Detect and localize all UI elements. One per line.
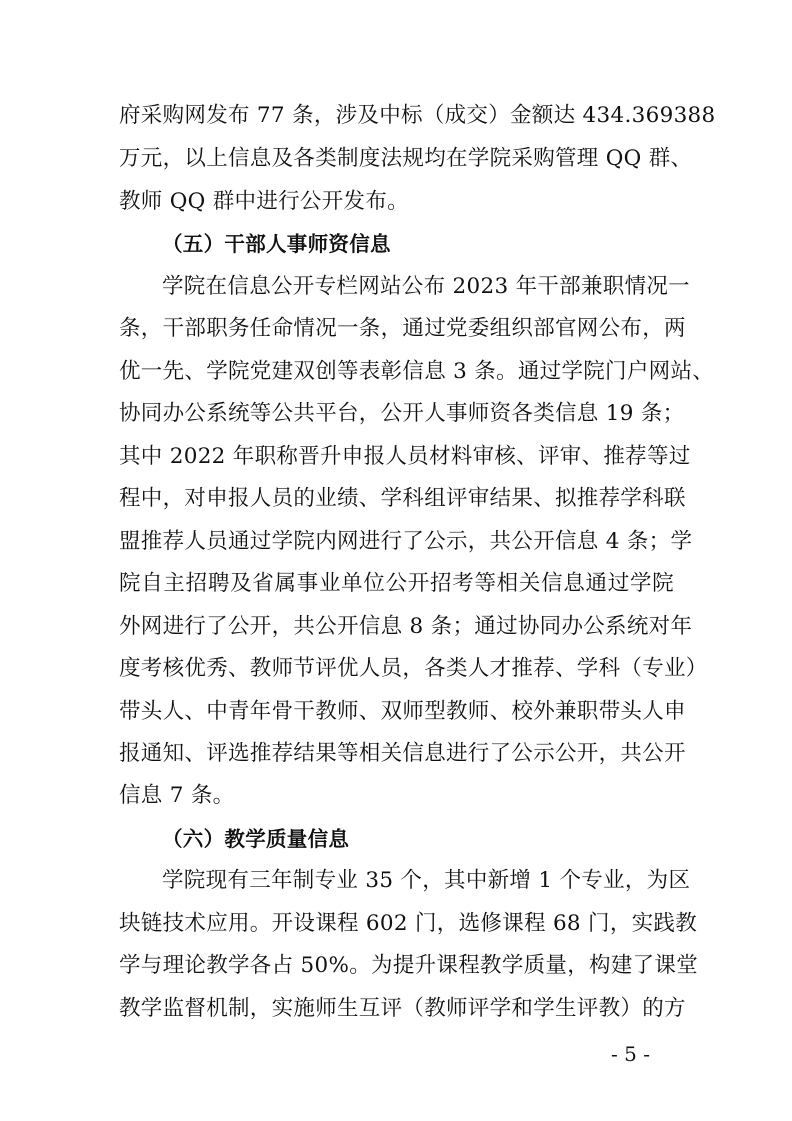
paragraph-line: 学与理论教学各占 50%。为提升课程教学质量，构建了课堂 [119,953,699,978]
paragraph-line: 协同办公系统等公共平台，公开人事师资各类信息 19 条； [119,401,685,426]
paragraph-line: 学院在信息公开专栏网站公布 2023 年干部兼职情况一 [162,274,690,299]
paragraph-line: 其中 2022 年职称晋升申报人员材料审核、评审、推荐等过 [119,444,691,469]
paragraph-line: 万元，以上信息及各类制度法规均在学院采购管理 QQ 群、 [119,146,693,171]
page-number: - 5 - [611,1042,650,1066]
paragraph-line: 块链技术应用。开设课程 602 门，选修课程 68 门，实践教 [119,911,698,936]
paragraph-line: 教师 QQ 群中进行公开发布。 [119,189,409,214]
paragraph-line: 优一先、学院党建双创等表彰信息 3 条。通过学院门户网站、 [119,359,715,384]
paragraph-line: 盟推荐人员通过学院内网进行了公示，共公开信息 4 条；学 [119,529,693,554]
paragraph-line: 学院现有三年制专业 35 个，其中新增 1 个专业，为区 [162,868,691,893]
section-heading-6: （六）教学质量信息 [162,827,350,851]
paragraph-line: 报通知、评选推荐结果等相关信息进行了公示公开，共公开 [119,741,686,766]
paragraph-line: 条，干部职务任命情况一条，通过党委组织部官网公布，两 [119,316,686,341]
paragraph-line: 信息 7 条。 [119,783,235,808]
paragraph-line: 外网进行了公开，共公开信息 8 条；通过协同办公系统对年 [119,614,693,639]
paragraph-line: 程中，对申报人员的业绩、学科组评审结果、拟推荐学科联 [119,486,686,511]
section-heading-5: （五）干部人事师资信息 [162,232,391,256]
paragraph-line: 院自主招聘及省属事业单位公开招考等相关信息通过学院 [119,571,674,596]
paragraph-line: 府采购网发布 77 条，涉及中标（成交）金额达 434.369388 [119,103,716,128]
paragraph-line: 带头人、中青年骨干教师、双师型教师、校外兼职带头人申 [119,699,686,724]
paragraph-line: 教学监督机制，实施师生互评（教师评学和学生评教）的方 [119,996,686,1021]
paragraph-line: 度考核优秀、教师节评优人员，各类人才推荐、学科（专业） [119,656,708,681]
